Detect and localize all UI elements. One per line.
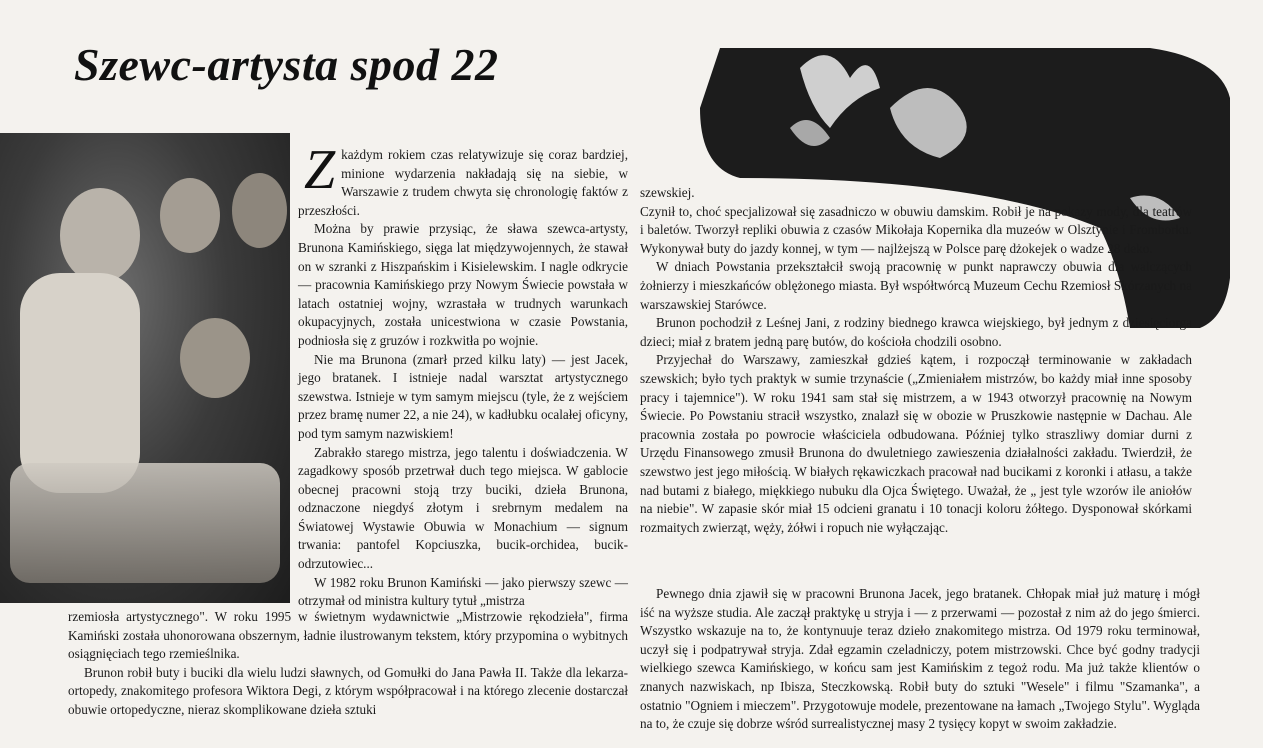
person-right (232, 173, 287, 248)
article-column-2 (640, 184, 1192, 537)
paragraph-3: Nie ma Brunona (zmarł przed kilku laty) — jest Jacek, jego bratanek. I istnieje nadal warsztat artystycznego szewstwa. Istnieje w tym samym miejscu (tyle, że z wejściem przez bramę numer 22, a nie 24), w kadłubku ocalałej oficyny, pod tym samym nazwiskiem! (298, 351, 628, 441)
paragraph-10: W dniach Powstania przekształcił swoją pracownię w punkt naprawczy obuwia dla walczących żołnierzy i mieszkańców oblężonego miasta. Był współtwórcą Muzeum Cechu Rzemiosł Skórzanych na warszawskiej Starówce. (640, 259, 1192, 312)
person-center (160, 178, 220, 253)
paragraph-1 (298, 139, 628, 220)
paragraph-11: Brunon pochodził z Leśnej Jani, z rodziny biednego krawca wiejskiego, był jednym z dziesięciorga dzieci; miał z bratem jedną parę butów, do kościoła chodzili osobno. (640, 315, 1192, 349)
paragraph-9: Czynił to, choć specjalizował się zasadniczo w obuwiu damskim. Robił je na pokazy mody, dla teatrów i baletów. Tworzył repliki obuwia z czasów Mikołaja Kopernika dla muzeów w Olsztynie i Fromborku. Wykonywał buty do jazdy konnej, w tym — najlżejszą w Polsce parę dżokejek o wadze 28 deko. (640, 203, 1192, 256)
paragraph-4: Zabrakło starego mistrza, jego talentu i doświadczenia. W zagadkowy sposób przetrwał duch tego miejsca. W gablocie obecnej pracowni stoją trzy buciki, dzieła Brunona, odznaczone niegdyś złotym i srebrnym medalem na Światowej Wystawie Obuwia w Monachium — signum trwania: pantofel Kopciuszka, bucik-orchidea, bucik-odrzutowiec... (298, 444, 628, 572)
paragraph-7: Brunon robił buty i buciki dla wielu ludzi sławnych, od Gomułki do Jana Pawła II. Także dla lekarza-ortopedy, znakomitego profesora Wiktora Degi, z którym współpracował i na którego zlecenie dostarczał obuwie ortopedyczne, nieraz skomplikowane dzieła sztuki (68, 664, 628, 717)
workshop-photo (0, 133, 290, 603)
person-left (60, 188, 140, 283)
drop-cap: Z (304, 139, 336, 201)
article-column-1 (298, 139, 628, 611)
paragraph-8: szewskiej. (640, 185, 695, 200)
paragraph-13: Pewnego dnia zjawił się w pracowni Brunona Jacek, jego bratanek. Chłopak miał już maturę i mógł iść na wyższe studia. Ale zaczął praktykę u stryja i — z przerwami — pozostał z nim aż do jego śmierci. Wszystko wskazuje na to, że kontynuuje teraz dzieło znakomitego mistrza. Od 1979 roku terminował, uczył się i podpatrywał stryja. Zdał egzamin czeladniczy, potem mistrzowski. Chce być godny tradycji wielkiego szewca Kamińskiego, w końcu sam jest Kamińskim z tegoż rodu. Ma już także klientów o znanych nazwiskach, np Ibisza, Steczkowską. Robił buty do sztuki "Wesele" i filmu "Szamanka", a ostatnio "Ogniem i mieczem". Przygotowuje modele, prezentowane na łamach „Twojego Stylu". Wygląda na to, że czuje się dobrze wśród surrealistycznej masy 2 tysięcy kopyt w swoim zakładzie. (640, 586, 1200, 732)
shoes-display (10, 463, 280, 583)
paragraph-6: rzemiosła artystycznego". W roku 1995 w świetnym wydawnictwie „Mistrzowie rękodzieła", firma Kamiński została uhonorowana obszernym, ładnie ilustrowanym tekstem, który przypomina o wybitnych osiągnięciach tego rzemieślnika. (68, 609, 628, 662)
article-title: Szewc-artysta spod 22 (74, 39, 499, 90)
apron-left (20, 273, 140, 493)
paragraph-5: W 1982 roku Brunon Kamiński — jako pierwszy szewc — otrzymał od ministra kultury tytuł „mistrza (298, 574, 628, 609)
paragraph-text: każdym rokiem czas relatywizuje się coraz bardziej, minione wydarzenia nakładają się na siebie, w Warszawie z trudem chwyta się chronologię faktów z przeszłości. (298, 147, 628, 218)
paragraph-12: Przyjechał do Warszawy, zamieszkał gdzieś kątem, i rozpoczął terminowanie w zakładach szewskich; było tych praktyk w sumie trzynaście („Zmieniałem mistrzów, bo każdy miał inne sposoby pracy i tajemnice"). W roku 1941 sam stał się mistrzem, a w 1943 otworzył pracownię na Nowym Świecie. Po Powstaniu stracił wszystko, znalazł się w obozie w Pruszkowie następnie w Dachau. Ale pracownia została po powrocie właściciela odbudowana. Później tylko straszliwy domiar durni z Urzędu Finansowego zmusił Brunona do dwuletniego zawieszenia działalności zakładu. Twierdził, że szewstwo jest jego miłością. W białych rękawiczkach pracował nad bucikami z koronki i atłasu, a także nad butami z białego, miękkiego nubuku dla Ojca Świętego. Uważał, że „ jest tyle wzorów ile aniołów na niebie". W zapasie skór miał 15 odcieni granatu i 10 tonacji koloru żółtego. Dysponował skórkami rozmaitych zwierząt, węży, żółwi i ropuch nie wyłączając. (640, 352, 1192, 535)
article-bottom-block (68, 608, 628, 720)
article-column-3 (640, 585, 1200, 734)
person-woman (180, 318, 250, 398)
paragraph-2: Można by prawie przysiąc, że sława szewca-artysty, Brunona Kamińskiego, sięga lat międzywojennych, że stawał on w szranki z Hiszpańskim i Kisielewskim. I nagle odkrycie — pracownia Kamińskiego przy Nowym Świecie powstała w latach ostatniej wojny, wzrastała w trudnych warunkach okupacyjnych, została unicestwiona w czasie Powstania, podniosła się z gruzów i rozkwitła po wojnie. (298, 221, 628, 348)
